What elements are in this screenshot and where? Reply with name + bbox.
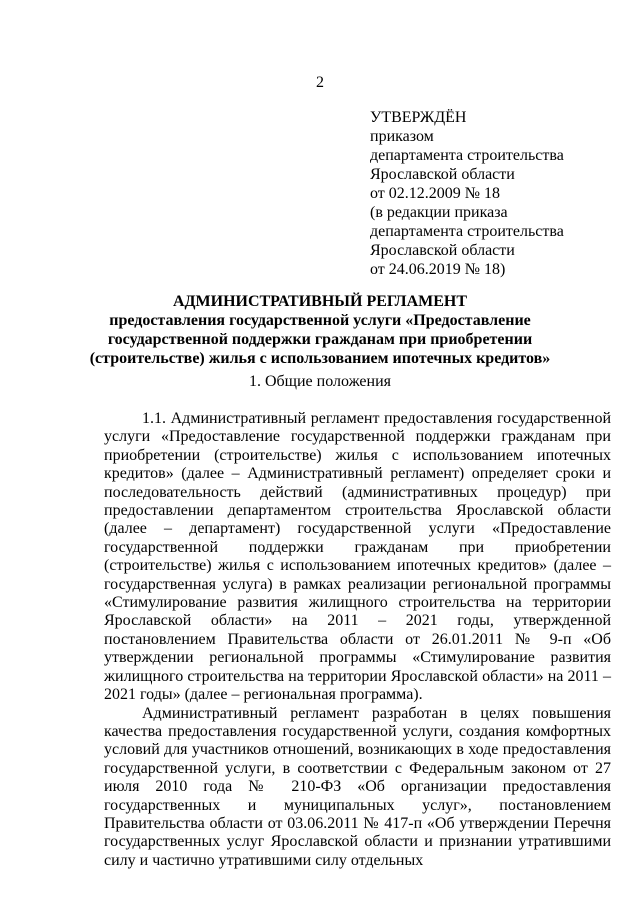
approval-line: Ярославской области <box>370 166 515 183</box>
approval-line: (в редакции приказа <box>370 204 508 221</box>
document-body <box>104 410 611 870</box>
approval-line: департамента строительства <box>370 223 564 240</box>
title-line: (строительстве) жилья с использованием ипотечных кредитов» <box>89 350 551 367</box>
approval-line: от 02.12.2009 № 18 <box>370 185 501 202</box>
body-paragraph: Административный регламент разработан в целях повышения качества предоставления государственной услуги, создания комфортных условий для участников отношений, возникающих в ходе предоставления государственной услуги, в соответствии с Федеральным законом от 27 июля 2010 года № 210-ФЗ «Об организации предоставления государственных и муниципальных услуг», постановлением Правительства области от 03.06.2011 № 417-п «Об утверждении Перечня государственных услуг Ярославской области и признании утратившими силу и частично утратившими силу отдельных <box>104 704 611 869</box>
body-paragraph: 1.1. Административный регламент предоставления государственной услуги «Предоставление государственной поддержки гражданам при приобретении (строительстве) жилья с использованием ипотечных кредитов» (далее – Административный регламент) определяет сроки и последовательность действий (административных процедур) при предоставлении департаментом строительства Ярославской области (далее – департамент) государственной услуги «Предоставление государственной поддержки гражданам при приобретении (строительстве) жилья с использованием ипотечных кредитов» (далее – государственная услуга) в рамках реализации региональной программы «Стимулирование развития жилищного строительства на территории Ярославской области» на 2011 – 2021 годы, утвержденной постановлением Правительства области от 26.01.2011 № 9-п «Об утверждении региональной программы «Стимулирование развития жилищного строительства на территории Ярославской области» на 2011 – 2021 годы» (далее – региональная программа). <box>104 410 611 704</box>
approval-line: от 24.06.2019 № 18) <box>370 261 506 278</box>
approval-line: Ярославской области <box>370 242 515 259</box>
page-number: 2 <box>316 74 324 91</box>
title-line: государственной поддержки гражданам при приобретении <box>107 331 533 348</box>
approval-line: департамента строительства <box>370 147 564 164</box>
title-line: предоставления государственной услуги «Предоставление <box>109 312 531 329</box>
document-title <box>40 292 600 368</box>
approval-stamp <box>370 108 620 279</box>
section-heading: 1. Общие положения <box>248 373 392 390</box>
title-heading: АДМИНИСТРАТИВНЫЙ РЕГЛАМЕНТ <box>172 293 468 310</box>
approval-line: приказом <box>370 128 434 145</box>
approval-line: УТВЕРЖДЁН <box>370 109 467 126</box>
